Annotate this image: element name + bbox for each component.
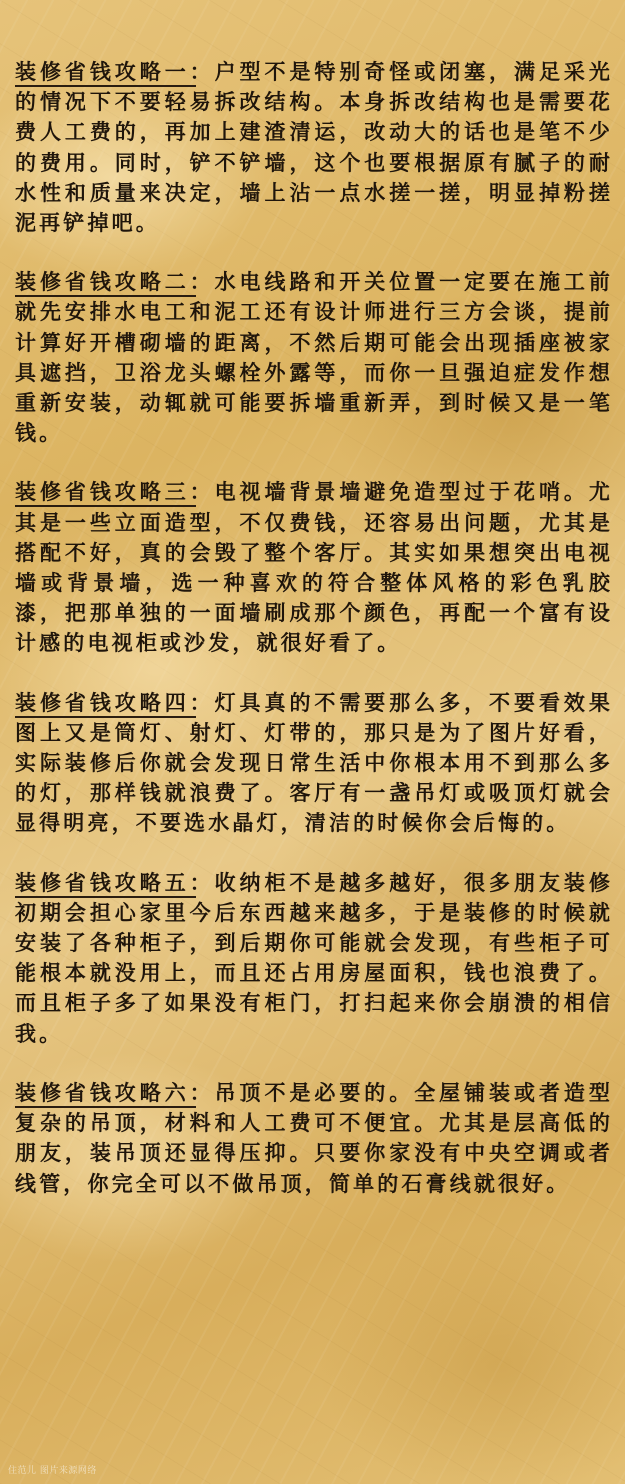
tip-paragraph-3 xyxy=(15,477,613,658)
tip-heading-4: 装修省钱攻略四 xyxy=(15,691,190,718)
tip-separator-6: ： xyxy=(189,1080,215,1105)
tip-body-2: 水电线路和开关位置一定要在施工前就先安排水电工和泥工还有设计师进行三方会谈，提前计算好开槽砌墙的距离，不然后期可能会出现插座被家具遮挡，卫浴龙头螺栓外露等，而你一旦强迫症发作想重新安装，动辄就可能要拆墙重新弄，到时候又是一笔钱。 xyxy=(15,270,613,446)
tip-heading-2: 装修省钱攻略二 xyxy=(15,270,190,297)
article-body xyxy=(15,57,613,1228)
tip-section-2 xyxy=(15,267,613,448)
tip-section-5 xyxy=(15,868,613,1049)
tip-paragraph-1 xyxy=(15,57,613,238)
tip-body-3: 电视墙背景墙避免造型过于花哨。尤其是一些立面造型，不仅费钱，还容易出问题，尤其是搭配不好，真的会毁了整个客厅。其实如果想突出电视墙或背景墙，选一种喜欢的符合整体风格的彩色乳胶漆，把那单独的一面墙刷成那个颜色，再配一个富有设计感的电视柜或沙发，就很好看了。 xyxy=(15,480,613,656)
tip-separator-4: ： xyxy=(189,690,215,715)
tip-body-4: 灯具真的不需要那么多，不要看效果图上又是筒灯、射灯、灯带的，那只是为了图片好看，实际装修后你就会发现日常生活中你根本用不到那么多的灯，那样钱就浪费了。客厅有一盏吊灯或吸顶灯就会显得明亮，不要选水晶灯，清洁的时候你会后悔的。 xyxy=(15,690,613,836)
tip-paragraph-2 xyxy=(15,267,613,448)
tip-heading-5: 装修省钱攻略五 xyxy=(15,871,190,898)
tip-section-3 xyxy=(15,477,613,658)
tip-body-5: 收纳柜不是越多越好，很多朋友装修初期会担心家里今后东西越来越多，于是装修的时候就安装了各种柜子，到后期你可能就会发现，有些柜子可能根本就没用上，而且还占用房屋面积，钱也浪费了。而且柜子多了如果没有柜门，打扫起来你会崩溃的相信我。 xyxy=(15,870,613,1046)
tip-separator-1: ： xyxy=(189,60,215,84)
tip-separator-5: ： xyxy=(189,870,215,895)
tip-section-4 xyxy=(15,688,613,839)
tip-section-6 xyxy=(15,1078,613,1199)
tip-heading-1: 装修省钱攻略一 xyxy=(15,60,190,87)
tip-separator-2: ： xyxy=(189,270,215,295)
tip-separator-3: ： xyxy=(189,480,215,505)
tip-paragraph-5 xyxy=(15,868,613,1049)
tip-paragraph-4 xyxy=(15,688,613,839)
tip-body-1: 户型不是特别奇怪或闭塞，满足采光的情况下不要轻易拆改结构。本身拆改结构也是需要花费人工费的，再加上建渣清运，改动大的话也是笔不少的费用。同时，铲不铲墙，这个也要根据原有腻子的耐水性和质量来决定，墙上沾一点水搓一搓，明显掉粉搓泥再铲掉吧。 xyxy=(15,60,613,236)
tip-section-1 xyxy=(15,57,613,238)
tip-body-6: 吊顶不是必要的。全屋铺装或者造型复杂的吊顶，材料和人工费可不便宜。尤其是层高低的朋友，装吊顶还显得压抑。只要你家没有中央空调或者线管，你完全可以不做吊顶，简单的石膏线就很好。 xyxy=(15,1080,613,1196)
tip-heading-6: 装修省钱攻略六 xyxy=(15,1081,190,1108)
source-watermark: 住范儿 图片来源网络 xyxy=(8,1466,97,1476)
tip-paragraph-6 xyxy=(15,1078,613,1199)
tip-heading-3: 装修省钱攻略三 xyxy=(15,480,190,507)
